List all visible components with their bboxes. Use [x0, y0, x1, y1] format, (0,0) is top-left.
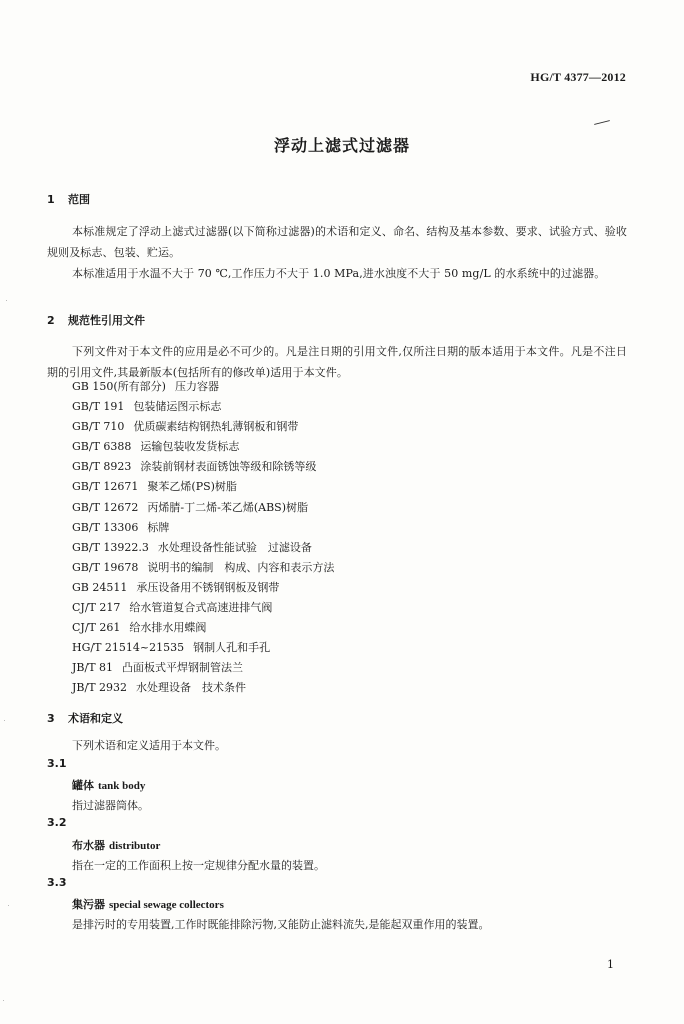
- term-3-1-en: tank body: [98, 780, 146, 792]
- reference-code: GB/T 13306: [72, 520, 139, 534]
- reference-code: GB/T 12671: [72, 480, 139, 494]
- scan-speck: [4, 720, 5, 721]
- reference-title: 压力容器: [174, 380, 219, 393]
- section-1-title: 范围: [68, 193, 90, 206]
- term-3-3-en: special sewage collectors: [109, 899, 224, 911]
- term-3-3-definition: 是排污时的专用装置,工作时既能排除污物,又能防止滤料流失,是能起双重作用的装置。: [72, 918, 490, 931]
- reference-code: CJ/T 217: [72, 601, 121, 615]
- reference-code: JB/T 2932: [72, 681, 128, 695]
- reference-code: GB/T 12672: [72, 500, 139, 514]
- reference-item: [72, 477, 334, 497]
- reference-title: 说明书的编制 构成、内容和表示方法: [147, 560, 335, 574]
- reference-item: [72, 417, 334, 437]
- scan-speck: [8, 905, 9, 906]
- reference-title: 涂装前钢材表面锈蚀等级和除锈等级: [140, 460, 317, 474]
- term-3-2-en: distributor: [109, 840, 161, 852]
- pen-mark: [594, 120, 610, 125]
- reference-code: GB 24511: [72, 580, 128, 594]
- reference-title: 给水排水用蝶阀: [129, 621, 207, 635]
- reference-item: [72, 598, 334, 618]
- section-1-paragraph-2: 本标准适用于水温不大于 70 ℃,工作压力不大于 1.0 MPa,进水浊度不大于 50 mg/L 的水系统中的过滤器。: [72, 267, 606, 280]
- term-3-1-name: [72, 777, 145, 793]
- section-3-number: 3: [47, 712, 55, 725]
- reference-title: 标牌: [147, 520, 170, 534]
- reference-item: [72, 678, 334, 698]
- reference-code: GB/T 19678: [72, 560, 139, 574]
- reference-item: [72, 437, 334, 457]
- reference-title: 水处理设备性能试验 过滤设备: [157, 540, 312, 554]
- reference-title: 运输包装收发货标志: [140, 440, 240, 454]
- reference-code: GB/T 13922.3: [72, 540, 149, 554]
- section-1-number: 1: [47, 193, 55, 206]
- reference-item: [72, 558, 334, 578]
- reference-item: [72, 618, 334, 638]
- reference-code: JB/T 81: [72, 661, 114, 675]
- reference-item: [72, 518, 334, 538]
- section-3-heading: [47, 710, 123, 726]
- section-1-paragraph-1: 本标准规定了浮动上滤式过滤器(以下简称过滤器)的术语和定义、命名、结构及基本参数、要求、试验方式、验收规则及标志、包装、贮运。: [47, 225, 627, 259]
- document-title: 浮动上滤式过滤器: [273, 136, 410, 155]
- reference-title: 丙烯腈-丁二烯-苯乙烯(ABS)树脂: [147, 500, 308, 514]
- normative-references-list: [72, 377, 334, 699]
- reference-item: [72, 377, 334, 397]
- reference-title: 承压设备用不锈钢钢板及钢带: [136, 580, 280, 594]
- term-3-1-zh: 罐体: [72, 779, 94, 792]
- reference-code: HG/T 21514~21535: [72, 641, 185, 655]
- section-1-heading: [47, 191, 90, 207]
- reference-title: 聚苯乙烯(PS)树脂: [147, 480, 237, 494]
- term-3-3-name: [72, 896, 224, 912]
- reference-item: [72, 578, 334, 598]
- reference-item: [72, 638, 334, 658]
- reference-code: GB 150(所有部分): [72, 380, 166, 393]
- reference-title: 水处理设备 技术条件: [136, 681, 247, 695]
- reference-title: 凸面板式平焊钢制管法兰: [122, 661, 244, 675]
- reference-code: CJ/T 261: [72, 621, 121, 635]
- reference-item: [72, 538, 334, 558]
- page-number: 1: [607, 958, 614, 971]
- reference-title: 给水管道复合式高速进排气阀: [129, 601, 273, 615]
- section-2-heading: [47, 312, 145, 328]
- reference-title: 钢制人孔和手孔: [193, 641, 271, 655]
- term-3-2-zh: 布水器: [72, 839, 105, 852]
- standard-code: HG/T 4377—2012: [530, 70, 626, 84]
- term-3-3-number: 3.3: [47, 876, 67, 889]
- section-3-intro: 下列术语和定义适用于本文件。: [72, 739, 226, 752]
- section-2-paragraph: 下列文件对于本文件的应用是必不可少的。凡是注日期的引用文件,仅所注日期的版本适用于本文件。凡是不注日期的引用文件,其最新版本(包括所有的修改单)适用于本文件。: [47, 345, 627, 379]
- reference-code: GB/T 191: [72, 400, 125, 414]
- scan-speck: [3, 1000, 4, 1001]
- reference-code: GB/T 6388: [72, 440, 132, 454]
- term-3-2-name: [72, 837, 160, 853]
- term-3-3-zh: 集污器: [72, 898, 105, 911]
- reference-item: [72, 457, 334, 477]
- reference-item: [72, 397, 334, 417]
- scan-speck: [6, 300, 7, 301]
- section-2-number: 2: [47, 314, 55, 327]
- reference-code: GB/T 8923: [72, 460, 132, 474]
- reference-code: GB/T 710: [72, 420, 125, 434]
- reference-title: 优质碳素结构钢热轧薄钢板和钢带: [133, 420, 299, 434]
- term-3-1-definition: 指过滤器筒体。: [72, 799, 149, 812]
- term-3-2-definition: 指在一定的工作面积上按一定规律分配水量的装置。: [72, 859, 325, 872]
- section-2-title: 规范性引用文件: [68, 314, 145, 327]
- term-3-2-number: 3.2: [47, 816, 67, 829]
- term-3-1-number: 3.1: [47, 757, 67, 770]
- section-3-title: 术语和定义: [68, 712, 123, 725]
- reference-title: 包装储运图示标志: [133, 400, 222, 414]
- reference-item: [72, 498, 334, 518]
- reference-item: [72, 658, 334, 678]
